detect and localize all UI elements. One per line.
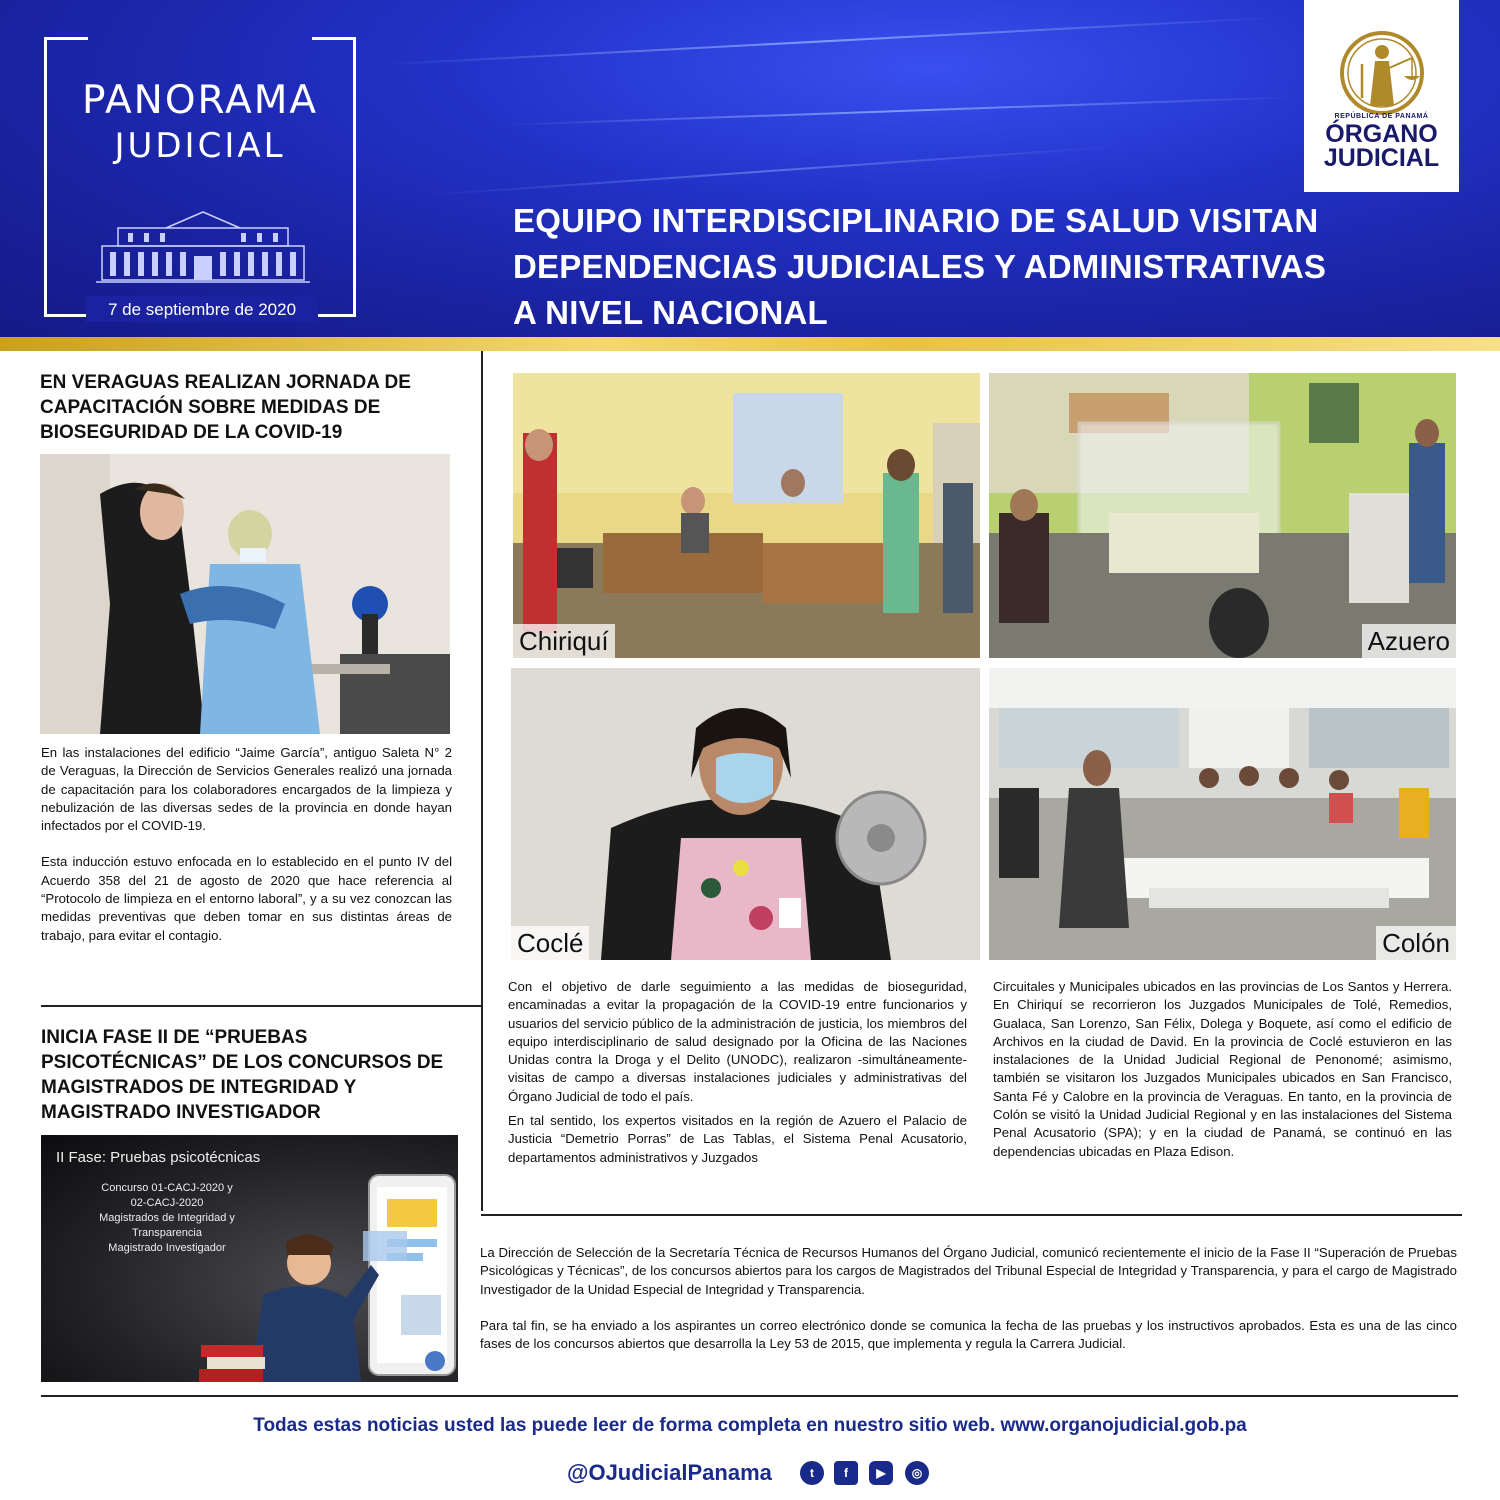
main-article-column-2 — [993, 978, 1452, 1179]
justice-emblem-icon — [1332, 28, 1432, 118]
photo-label-azuero: Azuero — [1362, 624, 1456, 658]
courthouse-illustration — [96, 206, 310, 286]
logo-country: REPÚBLICA DE PANAMÁ — [1334, 113, 1429, 120]
section-divider — [481, 1214, 1462, 1216]
psychotechnical-tests-graphic — [41, 1135, 458, 1382]
veraguas-training-photo — [40, 454, 450, 734]
facebook-icon[interactable]: f — [834, 1461, 858, 1485]
paragraph: La Dirección de Selección de la Secretaría Técnica de Recursos Humanos del Órgano Judicial, comunicó recientemente el inicio de la Fase II “Superación de Pruebas Psicológicas y Técnicas”, de los concursos abiertos para los cargos de Magistrados del Tribunal Especial de Integridad y Transparencia, y para el cargo de Magistrado Investigador de la Unidad Especial de Integridad y Transparencia. — [480, 1245, 1457, 1297]
title-line: MAGISTRADOS DE INTEGRIDAD Y — [41, 1077, 357, 1098]
brand-subtitle: JUDICIAL — [114, 126, 286, 166]
logo-text-organo: ÓRGANO — [1325, 120, 1438, 148]
graphic-line: Magistrados de Integridad y — [99, 1212, 235, 1224]
social-handle[interactable]: @OJudicialPanama — [567, 1460, 772, 1485]
light-streak — [421, 146, 1119, 197]
organo-judicial-logo — [1304, 0, 1459, 192]
main-article-column-1 — [508, 978, 967, 1185]
article-veraguas-body — [41, 744, 452, 963]
headline-line: EQUIPO INTERDISCIPLINARIO DE SALUD VISITAN — [513, 202, 1319, 239]
photo-azuero — [989, 373, 1456, 658]
paragraph: Esta inducción estuvo enfocada en lo establecido en el punto IV del Acuerdo 358 del 21 de agosto de 2020 que hace referencia al “Protocolo de limpieza en el entorno laboral”, y a su vez conozcan las medidas preventivas que deben tomar en sus distintas áreas de trabajo, para evitar el contagio. — [41, 854, 452, 943]
graphic-line: Transparencia — [132, 1227, 202, 1239]
article-fase2-body — [480, 1244, 1457, 1371]
gold-divider-bar — [0, 337, 1500, 351]
headline-line: A NIVEL NACIONAL — [513, 294, 828, 331]
photo-label-chiriqui: Chiriquí — [513, 624, 615, 658]
graphic-line: Concurso 01-CACJ-2020 y — [101, 1182, 233, 1194]
title-line: INICIA FASE II DE “PRUEBAS — [41, 1027, 308, 1048]
footer-website-note: Todas estas noticias usted las puede leer de forma completa en nuestro sitio web. www.organojudicial.gob.pa — [253, 1415, 1247, 1436]
graphic-title: II Fase: Pruebas psicotécnicas — [56, 1149, 261, 1166]
photo-chiriqui — [513, 373, 980, 658]
twitter-icon[interactable]: t — [800, 1461, 824, 1485]
paragraph: En tal sentido, los expertos visitados en la región de Azuero el Palacio de Justicia “Demetrio Porras” de Las Tablas, el Sistema Penal Acusatorio, departamentos administrativos y Juzgados — [508, 1113, 967, 1165]
logo-text-judicial: JUDICIAL — [1323, 144, 1440, 172]
issue-date: 7 de septiembre de 2020 — [107, 300, 297, 319]
paragraph: Con el objetivo de darle seguimiento a las medidas de bioseguridad, encaminadas a evitar la propagación de la COVID-19 entre funcionarios y usuarios del servicio público de la administración de justicia, los miembros del equipo interdisciplinario de salud designado por la Oficina de las Naciones Unidas contra la Droga y el Delito (UNODC), realizaron -simultáneamente- visitas de campo a diversas instalaciones judiciales y administrativas del Órgano Judicial de todo el país. — [508, 979, 967, 1104]
title-line: EN VERAGUAS REALIZAN JORNADA DE — [40, 372, 411, 393]
paragraph: Para tal fin, se ha enviado a los aspirantes un correo electrónico donde se comunica la fecha de las pruebas y los instructivos aprobados. Esta es una de las cinco fases de los concursos abiertos que desarrolla la Ley 53 de 2015, que implementa y regula la Carrera Judicial. — [480, 1317, 1457, 1352]
paragraph: Circuitales y Municipales ubicados en las provincias de Los Santos y Herrera. En Chiriquí se recorrieron los Juzgados Municipales de Tolé, Remedios, Gualaca, San Lorenzo, San Félix, Dolega y Boquete, así como el edificio de Archivos en la ciudad de David. En la provincia de Coclé estuvieron en las instalaciones de la Unidad Judicial Regional de Penonomé; asimismo, también se visitaron los Juzgados Municipales ubicados en San Francisco, Santa Fé y Calobre en la provincia de Veraguas. En tanto, en la provincia de Colón se visitó la Unidad Judicial Regional y en las instalaciones del Sistema Penal Acusatorio (SPA); y en la ciudad de Panamá, se continuó en las dependencias ubicadas en Plaza Edison. — [993, 979, 1452, 1159]
graphic-line: 02-CACJ-2020 — [130, 1197, 204, 1209]
title-line: PSICOTÉCNICAS” DE LOS CONCURSOS DE — [41, 1052, 444, 1073]
light-streak — [500, 96, 1300, 126]
section-divider — [41, 1005, 482, 1007]
photo-label-colon: Colón — [1376, 926, 1456, 960]
brand-title: PANORAMA — [81, 78, 319, 123]
header-banner — [0, 0, 1500, 338]
footer-divider — [41, 1395, 1458, 1397]
photo-cocle — [511, 668, 980, 960]
article-fase2-title — [41, 1025, 481, 1125]
title-line: BIOSEGURIDAD DE LA COVID-19 — [40, 422, 343, 443]
column-divider — [481, 351, 483, 1211]
main-headline — [513, 198, 1473, 336]
photo-label-cocle: Coclé — [511, 926, 589, 960]
headline-line: DEPENDENCIAS JUDICIALES Y ADMINISTRATIVAS — [513, 248, 1327, 285]
title-line: CAPACITACIÓN SOBRE MEDIDAS DE — [40, 397, 381, 418]
graphic-line: Magistrado Investigador — [108, 1242, 226, 1254]
article-veraguas-title — [40, 370, 470, 445]
photo-colon — [989, 668, 1456, 960]
title-line: MAGISTRADO INVESTIGADOR — [41, 1102, 321, 1123]
paragraph: En las instalaciones del edificio “Jaime García”, antiguo Saleta N° 2 de Veraguas, la Dirección de Servicios Generales realizó una jornada de capacitación para los colaboradores encargados de la limpieza y nebulización de las diversas sedes de la provincia en donde hayan infectados por el COVID-19. — [41, 745, 452, 834]
instagram-icon[interactable]: ◎ — [905, 1461, 929, 1485]
youtube-icon[interactable]: ▶ — [869, 1461, 893, 1485]
light-streak — [381, 16, 1280, 65]
